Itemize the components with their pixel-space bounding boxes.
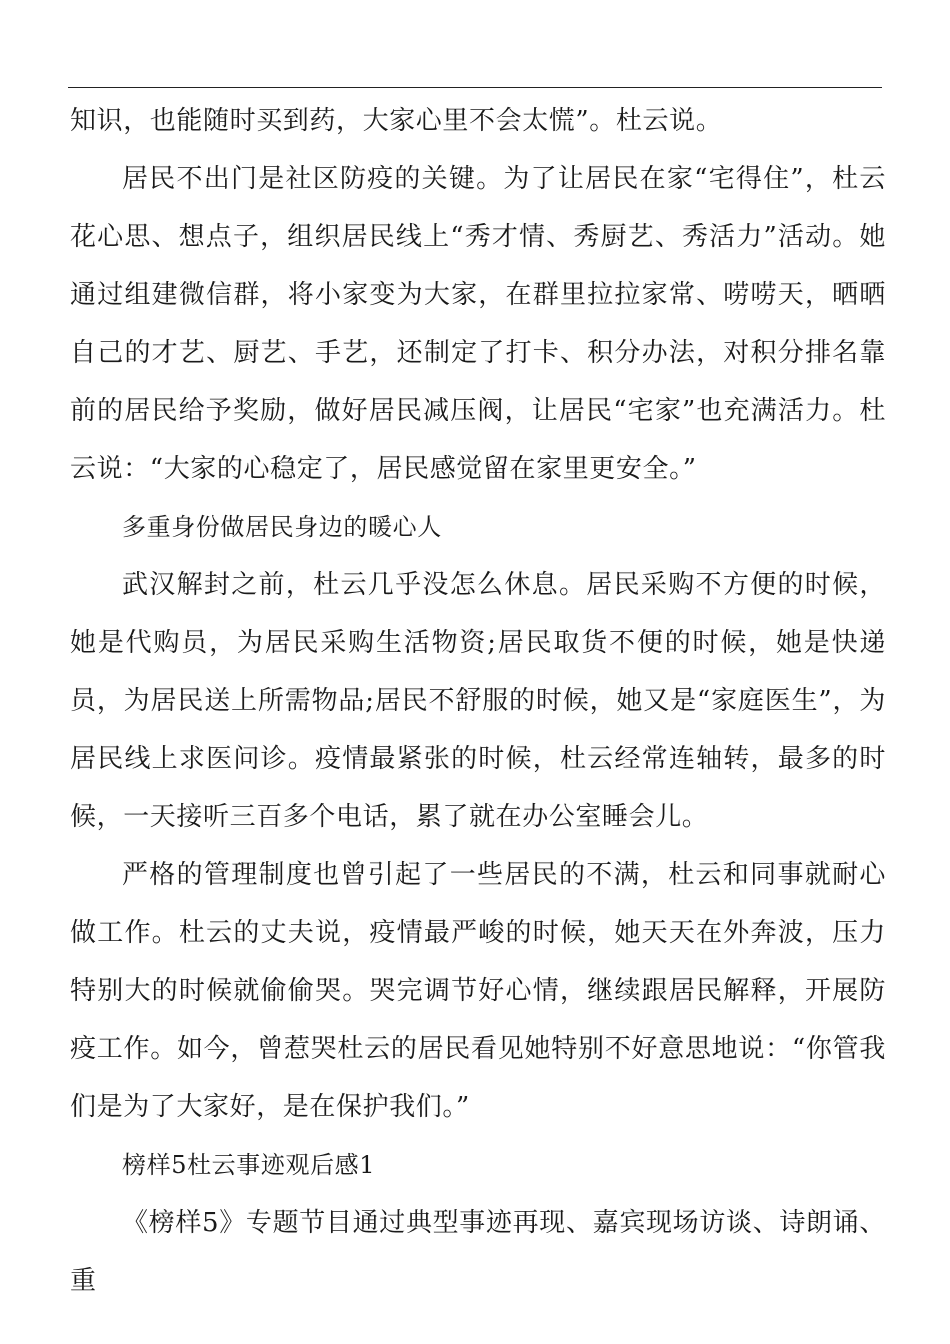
section-heading-multiple-roles: 多重身份做居民身边的暖心人 [122,513,442,541]
header-rule [68,87,882,88]
paragraph-before-unlock: 武汉解封之前，杜云几乎没怎么休息。居民采购不方便的时候，她是代购员，为居民采购生活物资;居民取货不便的时候，她是快递员，为居民送上所需物品;居民不舒服的时候，她又是“家庭医生”，为居民线上求医问诊。疫情最紧张的时候，杜云经常连轴转，最多的时候，一天接听三百多个电话，累了就在办公室睡会儿。 [70,570,886,832]
paragraph-continuation: 知识，也能随时买到药，大家心里不会太慌”。杜云说。 [70,106,723,136]
paragraph-strict-management: 严格的管理制度也曾引起了一些居民的不满，杜云和同事就耐心做工作。杜云的丈夫说，疫情最严峻的时候，她天天在外奔波，压力特别大的时候就偷偷哭。哭完调节好心情，继续跟居民解释，开展防疫工作。如今，曾惹哭杜云的居民看见她特别不好意思地说：“你管我们是为了大家好，是在保护我们。” [70,860,886,1122]
document-body [70,92,886,1310]
paragraph-program-intro: 《榜样5》专题节目通过典型事迹再现、嘉宾现场访谈、诗朗诵、重 [70,1208,886,1296]
paragraph-stay-home: 居民不出门是社区防疫的关键。为了让居民在家“宅得住”，杜云花心思、想点子，组织居民线上“秀才情、秀厨艺、秀活力”活动。她通过组建微信群，将小家变为大家，在群里拉拉家常、唠唠天，晒晒自己的才艺、厨艺、手艺，还制定了打卡、积分办法，对积分排名靠前的居民给予奖励，做好居民减压阀，让居民“宅家”也充满活力。杜云说：“大家的心稳定了，居民感觉留在家里更安全。” [70,164,886,484]
section-heading-reflection: 榜样5杜云事迹观后感1 [122,1151,376,1179]
